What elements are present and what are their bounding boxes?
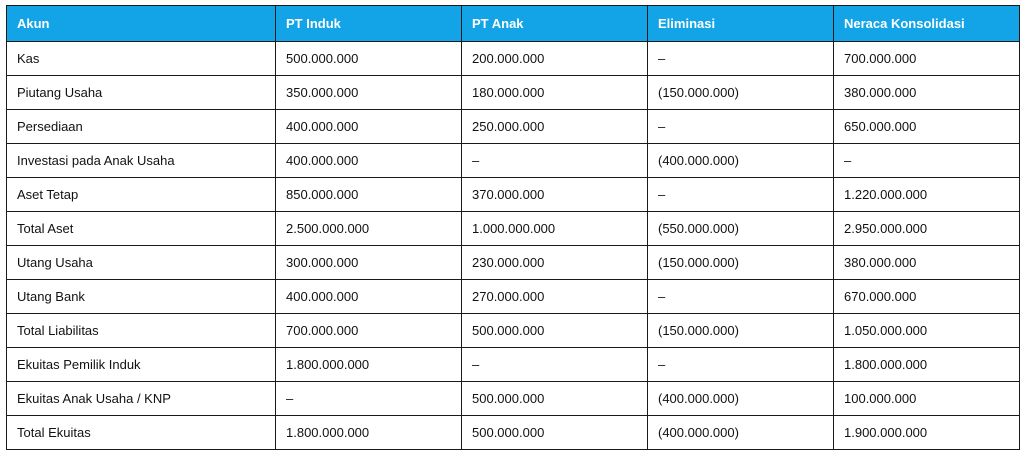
table-header bbox=[7, 6, 1020, 42]
cell-pt-anak: 270.000.000 bbox=[462, 280, 648, 314]
cell-eliminasi: – bbox=[648, 42, 834, 76]
header-eliminasi: Eliminasi bbox=[648, 6, 834, 42]
table-row bbox=[7, 76, 1020, 110]
consolidation-table-container bbox=[6, 5, 1019, 450]
cell-pt-anak: 500.000.000 bbox=[462, 382, 648, 416]
table-body bbox=[7, 42, 1020, 450]
table-row bbox=[7, 416, 1020, 450]
cell-pt-anak: 500.000.000 bbox=[462, 314, 648, 348]
cell-pt-anak: 1.000.000.000 bbox=[462, 212, 648, 246]
cell-akun: Total Aset bbox=[7, 212, 276, 246]
cell-neraca-konsolidasi: 1.800.000.000 bbox=[834, 348, 1020, 382]
cell-pt-induk: 300.000.000 bbox=[276, 246, 462, 280]
cell-pt-induk: 1.800.000.000 bbox=[276, 416, 462, 450]
cell-eliminasi: (400.000.000) bbox=[648, 382, 834, 416]
cell-akun: Ekuitas Pemilik Induk bbox=[7, 348, 276, 382]
header-row bbox=[7, 6, 1020, 42]
cell-akun: Utang Bank bbox=[7, 280, 276, 314]
cell-akun: Total Liabilitas bbox=[7, 314, 276, 348]
cell-pt-induk: 400.000.000 bbox=[276, 110, 462, 144]
header-pt-anak: PT Anak bbox=[462, 6, 648, 42]
cell-neraca-konsolidasi: 700.000.000 bbox=[834, 42, 1020, 76]
cell-pt-induk: 700.000.000 bbox=[276, 314, 462, 348]
cell-eliminasi: – bbox=[648, 178, 834, 212]
consolidation-table bbox=[6, 5, 1020, 450]
cell-akun: Piutang Usaha bbox=[7, 76, 276, 110]
cell-pt-induk: 2.500.000.000 bbox=[276, 212, 462, 246]
cell-pt-induk: 500.000.000 bbox=[276, 42, 462, 76]
cell-pt-anak: 250.000.000 bbox=[462, 110, 648, 144]
cell-eliminasi: (150.000.000) bbox=[648, 246, 834, 280]
table-row bbox=[7, 348, 1020, 382]
cell-eliminasi: (400.000.000) bbox=[648, 144, 834, 178]
cell-akun: Total Ekuitas bbox=[7, 416, 276, 450]
table-row bbox=[7, 246, 1020, 280]
table-row bbox=[7, 144, 1020, 178]
cell-neraca-konsolidasi: 1.220.000.000 bbox=[834, 178, 1020, 212]
table-row bbox=[7, 212, 1020, 246]
cell-pt-induk: 400.000.000 bbox=[276, 280, 462, 314]
cell-pt-induk: 850.000.000 bbox=[276, 178, 462, 212]
cell-pt-induk: – bbox=[276, 382, 462, 416]
cell-neraca-konsolidasi: 2.950.000.000 bbox=[834, 212, 1020, 246]
cell-pt-anak: 500.000.000 bbox=[462, 416, 648, 450]
cell-neraca-konsolidasi: 380.000.000 bbox=[834, 76, 1020, 110]
cell-akun: Persediaan bbox=[7, 110, 276, 144]
cell-pt-induk: 350.000.000 bbox=[276, 76, 462, 110]
cell-eliminasi: – bbox=[648, 280, 834, 314]
cell-pt-anak: 370.000.000 bbox=[462, 178, 648, 212]
cell-pt-induk: 1.800.000.000 bbox=[276, 348, 462, 382]
cell-akun: Utang Usaha bbox=[7, 246, 276, 280]
cell-pt-induk: 400.000.000 bbox=[276, 144, 462, 178]
table-row bbox=[7, 42, 1020, 76]
header-pt-induk: PT Induk bbox=[276, 6, 462, 42]
table-row bbox=[7, 110, 1020, 144]
cell-pt-anak: 230.000.000 bbox=[462, 246, 648, 280]
cell-neraca-konsolidasi: 100.000.000 bbox=[834, 382, 1020, 416]
header-neraca-konsolidasi: Neraca Konsolidasi bbox=[834, 6, 1020, 42]
table-row bbox=[7, 314, 1020, 348]
cell-neraca-konsolidasi: 1.900.000.000 bbox=[834, 416, 1020, 450]
cell-pt-anak: 180.000.000 bbox=[462, 76, 648, 110]
cell-eliminasi: (400.000.000) bbox=[648, 416, 834, 450]
cell-neraca-konsolidasi: 670.000.000 bbox=[834, 280, 1020, 314]
cell-neraca-konsolidasi: 1.050.000.000 bbox=[834, 314, 1020, 348]
table-row bbox=[7, 178, 1020, 212]
cell-pt-anak: – bbox=[462, 348, 648, 382]
cell-akun: Investasi pada Anak Usaha bbox=[7, 144, 276, 178]
cell-eliminasi: (150.000.000) bbox=[648, 76, 834, 110]
cell-eliminasi: – bbox=[648, 348, 834, 382]
table-row bbox=[7, 382, 1020, 416]
table-row bbox=[7, 280, 1020, 314]
cell-neraca-konsolidasi: 650.000.000 bbox=[834, 110, 1020, 144]
cell-pt-anak: – bbox=[462, 144, 648, 178]
cell-neraca-konsolidasi: – bbox=[834, 144, 1020, 178]
header-akun: Akun bbox=[7, 6, 276, 42]
cell-eliminasi: (150.000.000) bbox=[648, 314, 834, 348]
cell-akun: Aset Tetap bbox=[7, 178, 276, 212]
cell-neraca-konsolidasi: 380.000.000 bbox=[834, 246, 1020, 280]
cell-akun: Ekuitas Anak Usaha / KNP bbox=[7, 382, 276, 416]
cell-eliminasi: (550.000.000) bbox=[648, 212, 834, 246]
cell-pt-anak: 200.000.000 bbox=[462, 42, 648, 76]
cell-eliminasi: – bbox=[648, 110, 834, 144]
cell-akun: Kas bbox=[7, 42, 276, 76]
